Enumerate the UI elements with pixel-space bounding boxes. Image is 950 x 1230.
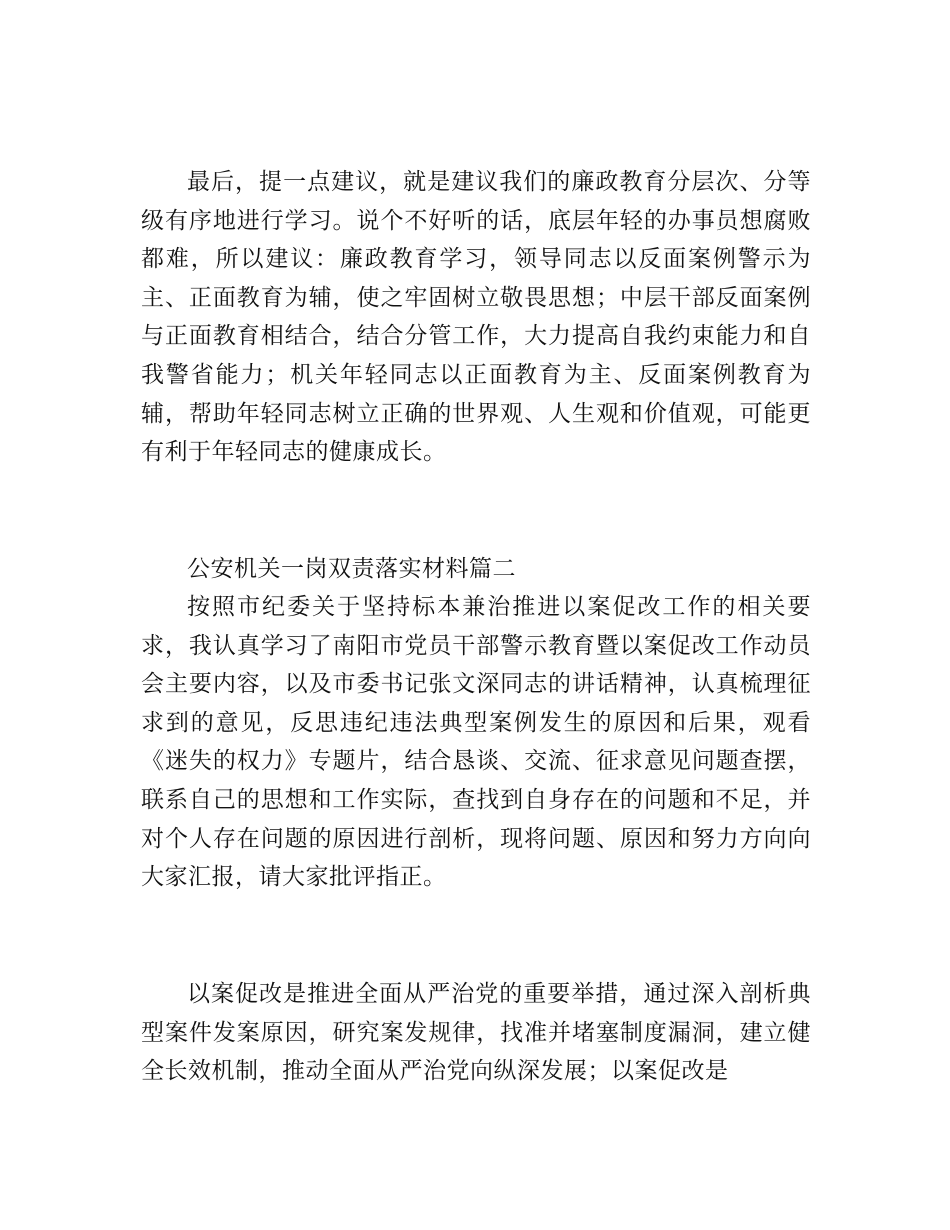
section-heading: 公安机关一岗双责落实材料篇二	[187, 556, 516, 582]
paragraph-suggestion: 最后，提一点建议，就是建议我们的廉政教育分层次、分等级有序地进行学习。说个不好听的话，底层年轻的办事员想腐败都难，所以建议：廉政教育学习，领导同志以反面案例警示为主、正面教育为辅，使之牢固树立敬畏思想；中层干部反面案例与正面教育相结合，结合分管工作，大力提高自我约束能力和自我警省能力；机关年轻同志以正面教育为主、反面案例教育为辅，帮助年轻同志树立正确的世界观、人生观和价值观，可能更有利于年轻同志的健康成长。	[141, 169, 811, 466]
paragraph-case-reform: 以案促改是推进全面从严治党的重要举措，通过深入剖析典型案件发案原因，研究案发规律，找准并堵塞制度漏洞，建立健全长效机制，推动全面从严治党向纵深发展；以案促改是	[141, 981, 811, 1085]
paragraph-self-review: 按照市纪委关于坚持标本兼治推进以案促改工作的相关要求，我认真学习了南阳市党员干部警示教育暨以案促改工作动员会主要内容，以及市委书记张文深同志的讲话精神，认真梳理征求到的意见，反思违纪违法典型案例发生的原因和后果，观看《迷失的权力》专题片，结合恳谈、交流、征求意见问题查摆，联系自己的思想和工作实际，查找到自身存在的问题和不足，并对个人存在问题的原因进行剖析，现将问题、原因和努力方向向大家汇报，请大家批评指正。	[141, 594, 811, 891]
